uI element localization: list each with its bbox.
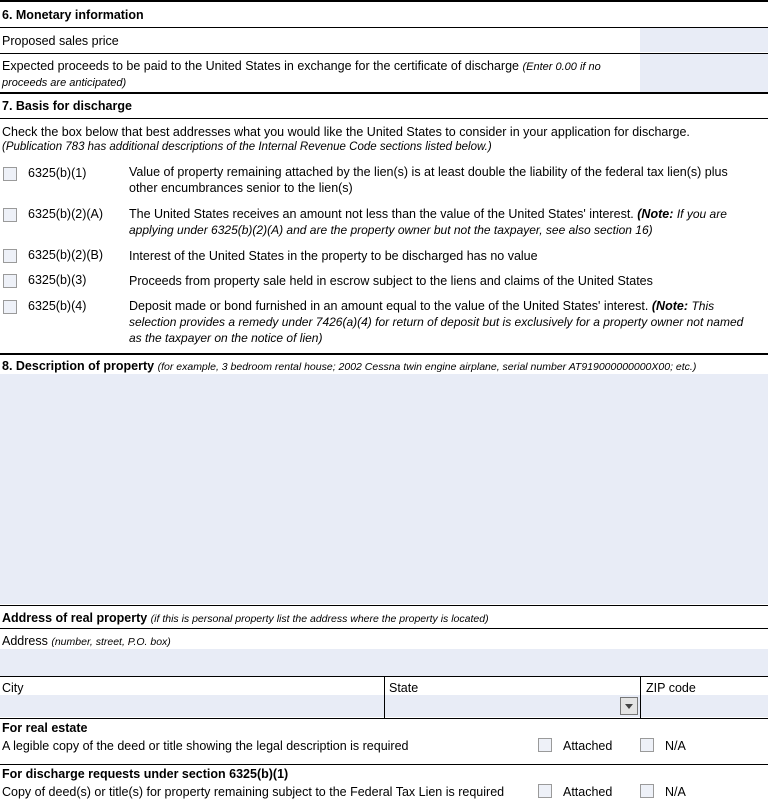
checkbox-6325-b-3[interactable] xyxy=(3,274,17,288)
address-header xyxy=(2,611,489,625)
na-label: N/A xyxy=(665,739,686,753)
note-label: (Note: xyxy=(651,299,688,313)
address-label-text: Address xyxy=(2,634,48,648)
option-code: 6325(b)(2)(B) xyxy=(28,248,104,262)
section-8-header xyxy=(2,359,696,373)
option-main-text: The United States receives an amount not less than the value of the United States' interest. xyxy=(129,207,634,221)
attached-label: Attached xyxy=(563,739,613,753)
section-7-instructions xyxy=(2,125,766,155)
b1-attached-checkbox[interactable] xyxy=(538,784,552,798)
b1-title: For discharge requests under section 6325(b)(1) xyxy=(2,767,289,781)
option-note: This selection provides a remedy under 7426(a)(4) for return of deposit but is exclusively for a property owner not named as the taxpayer on the notice of lien) xyxy=(129,299,744,345)
zip-field[interactable] xyxy=(641,695,768,717)
instructions-text: Check the box below that best addresses what you would like the United States to consider in your application for discharge. xyxy=(2,125,690,139)
checkbox-6325-b-2-b[interactable] xyxy=(3,249,17,263)
option-code: 6325(b)(1) xyxy=(28,166,87,180)
state-label: State xyxy=(389,681,419,695)
option-text xyxy=(129,206,759,238)
section-6-title: 6. Monetary information xyxy=(2,8,144,22)
na-label: N/A xyxy=(665,785,686,799)
checkbox-6325-b-4[interactable] xyxy=(3,300,17,314)
note-label: (Note: xyxy=(637,207,674,221)
address-label xyxy=(2,634,171,648)
address-label-note: (number, street, P.O. box) xyxy=(51,636,171,648)
option-text: Value of property remaining attached by the lien(s) is at least double the liability of the federal tax lien(s) plus other encumbrances senior to the lien(s) xyxy=(129,165,728,195)
section-8-note: (for example, 3 bedroom rental house; 2002 Cessna twin engine airplane, serial number AT919000000000X00; etc.) xyxy=(157,361,697,373)
checkbox-6325-b-2-a[interactable] xyxy=(3,208,17,222)
real-estate-attached-checkbox[interactable] xyxy=(538,738,552,752)
option-code: 6325(b)(3) xyxy=(28,273,87,287)
option-main-text: Deposit made or bond furnished in an amount equal to the value of the United States' interest. xyxy=(129,299,649,313)
expected-proceeds-note: (Enter 0.00 if no proceeds are anticipated) xyxy=(2,61,601,89)
real-estate-na-checkbox[interactable] xyxy=(640,738,654,752)
option-text: Interest of the United States in the property to be discharged has no value xyxy=(129,249,538,263)
city-label: City xyxy=(2,681,24,695)
section-7-title: 7. Basis for discharge xyxy=(2,99,132,113)
b1-na-checkbox[interactable] xyxy=(640,784,654,798)
real-estate-title: For real estate xyxy=(2,721,88,735)
address-title: Address of real property xyxy=(2,611,148,625)
option-text xyxy=(129,298,759,346)
city-field[interactable] xyxy=(0,695,384,717)
option-code: 6325(b)(4) xyxy=(28,299,87,313)
option-note: If you are applying under 6325(b)(2)(A) and are the property owner but not the taxpayer, see also section 16) xyxy=(129,207,727,237)
proposed-sales-price-field[interactable] xyxy=(640,28,768,52)
expected-proceeds-field[interactable] xyxy=(640,54,768,92)
proposed-sales-price-label: Proposed sales price xyxy=(2,34,119,48)
expected-proceeds-text: Expected proceeds to be paid to the United States in exchange for the certificate of discharge xyxy=(2,59,519,73)
instructions-note: (Publication 783 has additional descriptions of the Internal Revenue Code sections listed below.) xyxy=(2,141,492,153)
attached-label: Attached xyxy=(563,785,613,799)
state-dropdown-button[interactable] xyxy=(620,697,638,715)
section-8-title: 8. Description of property xyxy=(2,359,155,373)
option-code: 6325(b)(2)(A) xyxy=(28,207,104,221)
option-text: Proceeds from property sale held in escrow subject to the liens and claims of the United States xyxy=(129,274,653,288)
real-estate-text: A legible copy of the deed or title showing the legal description is required xyxy=(2,739,409,753)
address-field[interactable] xyxy=(0,649,768,676)
property-description-field[interactable] xyxy=(0,374,768,604)
b1-text: Copy of deed(s) or title(s) for property remaining subject to the Federal Tax Lien is required xyxy=(2,785,505,799)
checkbox-6325-b-1[interactable] xyxy=(3,167,17,181)
state-select[interactable] xyxy=(385,695,640,717)
chevron-down-icon xyxy=(621,698,637,714)
address-note: (if this is personal property list the address where the property is located) xyxy=(150,613,489,625)
zip-label: ZIP code xyxy=(646,681,696,695)
expected-proceeds-label xyxy=(2,59,632,91)
